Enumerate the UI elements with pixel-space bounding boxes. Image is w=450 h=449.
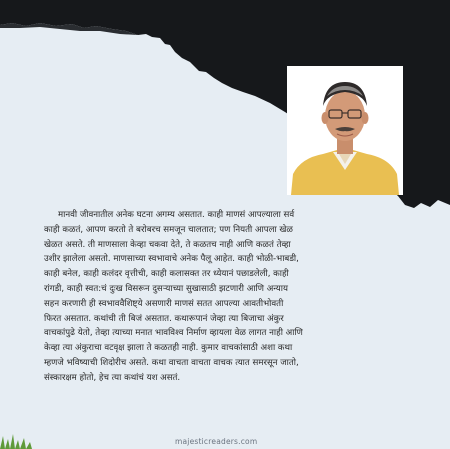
blurb-line: सहन करणारी ही स्वभाववैशिष्ट्ये असणारी माणसं सतत आपल्या आवतीभोवती [44,298,284,309]
blurb-line: उशीर झालेला असतो. माणसाच्या स्वभावाचे अनेक पैलू आहेत. काही भोळी-भाबडी, [44,254,299,265]
blurb-paragraph [44,208,416,386]
blurb-line: म्हणजे भविष्याची शिदोरीच असते. कथा वाचता वाचता वाचक त्यात समरसून जातो, [44,357,299,368]
blurb-line: खेळत असते. ती माणसाला केव्हा चकवा देते, ते कळतच नाही आणि कळतं तेव्हा [44,239,291,250]
author-portrait [287,66,403,195]
blurb-line: संस्कारक्षम होतो, हेच त्या कथांचं यश असतं. [44,372,181,383]
grass-decoration [0,430,40,449]
blurb-line: मानवी जीवनातील अनेक घटना अगम्य असतात. काही माणसं आपल्याला सर्व [58,210,295,220]
publisher-website: majesticreaders.com [175,437,258,446]
blurb-line: काही बनेल, काही कलंदर वृत्तीची, काही कलासक्त तर ध्येयानं पछाडलेली, काही [44,269,289,280]
blurb-line: रांगडी, काही स्वत:चं दुःख विसरून दुसऱ्याच्या सुखासाठी झटणारी आणि अन्याय [44,283,288,294]
author-photo-image [287,66,403,195]
blurb-line: केव्हा त्या अंकुराचा वटवृक्ष झाला ते कळतही नाही. कुमार वाचकांसाठी अशा कथा [44,343,293,354]
blurb-line: फिरत असतात. कथांची ती बिजं असतात. कथारूपानं जेव्हा त्या बिजाचा अंकुर [44,313,284,324]
blurb-line: काही कळतं, आपण करतो ते बरोबरच समजून चालतात; पण नियती आपला खेळ [44,224,293,235]
blurb-line: वाचकांपुढे येतो, तेव्हा त्याच्या मनात भावविश्व निर्माण व्हायला वेळ लागत नाही आणि [44,328,303,339]
